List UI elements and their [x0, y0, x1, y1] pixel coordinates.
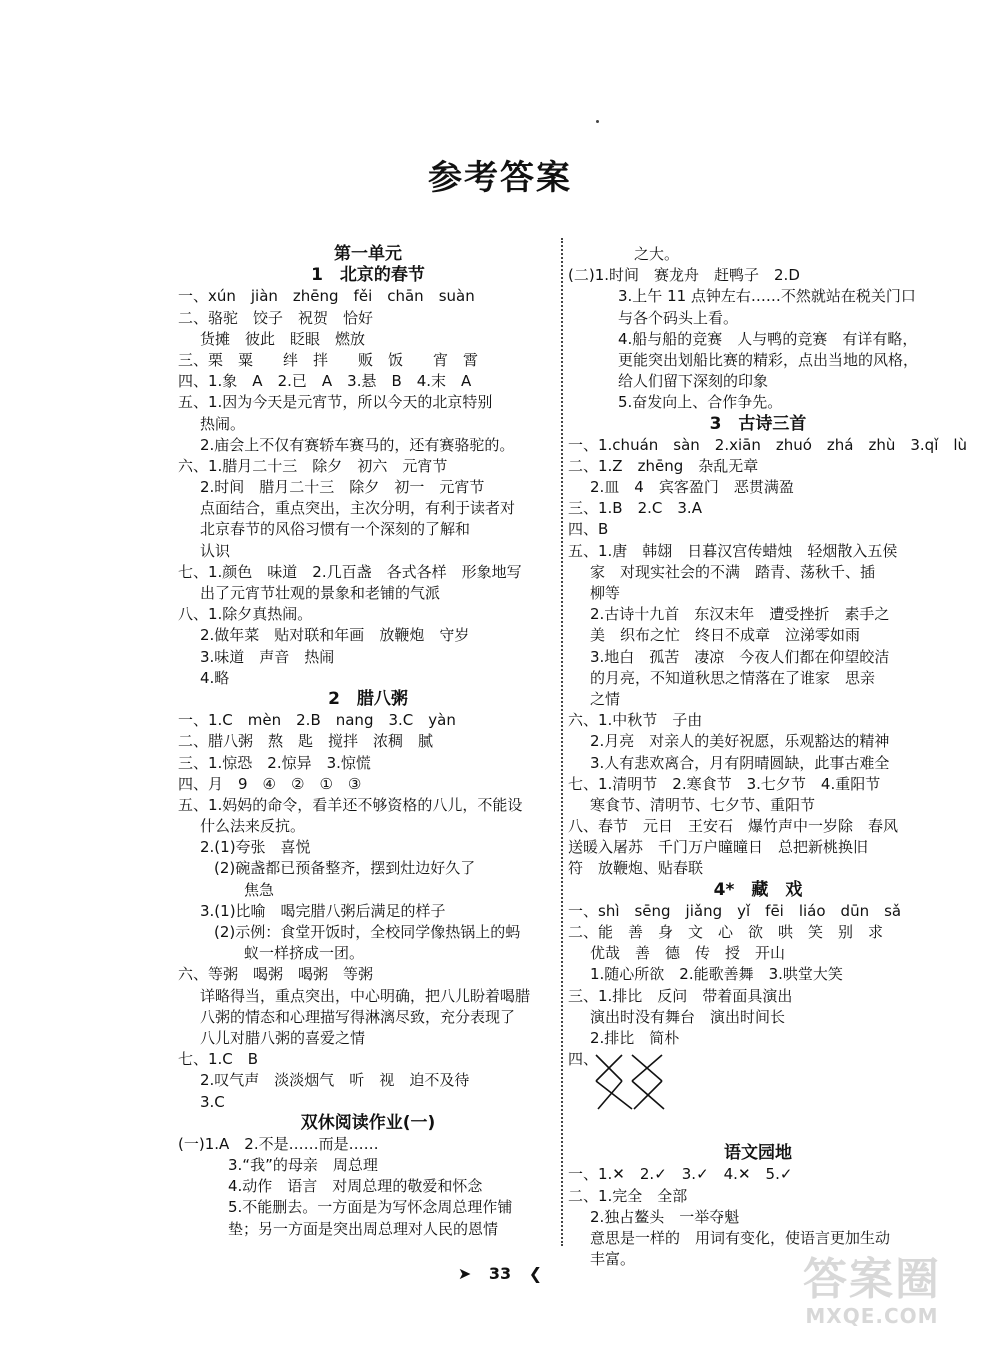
answer-line: 2.皿 4 宾客盈门 恶贯满盈 — [590, 478, 794, 497]
column-divider — [561, 238, 563, 1246]
stray-dot — [596, 120, 599, 123]
answer-line: 2.排比 简朴 — [590, 1028, 680, 1047]
answer-line: 寒食节、清明节、七夕节、重阳节 — [590, 795, 816, 814]
answer-line: 之情 — [590, 689, 621, 708]
answer-line: 货摊 彼此 眨眼 燃放 — [200, 329, 366, 348]
watermark-url: MXQE.COM — [805, 1304, 939, 1328]
matching-label: 四、 — [568, 1050, 599, 1069]
answer-line: 3.地白 孤苦 凄凉 今夜人们都在仰望皎洁 — [590, 647, 890, 666]
answer-line: 三、1.惊恐 2.惊异 3.惊慌 — [178, 753, 371, 772]
answer-line: 2.做年菜 贴对联和年画 放鞭炮 守岁 — [200, 626, 470, 645]
answer-line: 符 放鞭炮、贴春联 — [568, 859, 704, 878]
watermark-text: 答案圈 — [803, 1254, 941, 1305]
answer-line: 八、春节 元日 王安石 爆竹声中一岁除 春风 — [568, 817, 899, 836]
answer-line: 3.“我”的母亲 周总理 — [228, 1156, 378, 1175]
answer-line: 意思是一样的 用词有变化，使语言更加生动 — [590, 1228, 891, 1247]
answer-line: 家 对现实社会的不满 踏青、荡秋千、插 — [590, 562, 876, 581]
answer-line: 四、月 9 ④ ② ① ③ — [178, 774, 362, 793]
answer-line: 垫；另一方面是突出周总理对人民的恩情 — [228, 1219, 499, 1238]
answer-line: 七、1.清明节 2.寒食节 3.七夕节 4.重阳节 — [568, 774, 881, 793]
answer-line: 七、1.颜色 味道 2.几百盏 各式各样 形象地写 — [178, 562, 522, 581]
section-heading: 第一单元 — [334, 244, 402, 264]
section-heading: 2 腊八粥 — [328, 688, 408, 709]
answer-line: 之大。 — [634, 245, 680, 263]
answer-line: 热闹。 — [200, 414, 246, 433]
matching-lines — [592, 1051, 672, 1115]
answer-line: 3.上午 11 点钟左右……不然就站在税关门口 — [618, 287, 916, 306]
section-heading: 1 北京的春节 — [311, 265, 425, 286]
answer-line: 与各个码头上看。 — [618, 308, 739, 327]
answer-line: 2.月亮 对亲人的美好祝愿，乐观豁达的精神 — [590, 732, 890, 751]
answer-line: 详略得当，重点突出，中心明确，把八儿盼着喝腊 — [200, 986, 531, 1005]
answer-line: 2.古诗十九首 东汉末年 遭受挫折 素手之 — [590, 605, 890, 624]
answer-line: 5.不能删去。一方面是为写怀念周总理作铺 — [228, 1198, 513, 1217]
answer-line: 五、1.唐 韩翃 日暮汉宫传蜡烛 轻烟散入五侯 — [568, 541, 898, 560]
section-heading: 语文园地 — [724, 1143, 792, 1164]
answer-line: 出了元宵节壮观的景象和老铺的气派 — [200, 584, 441, 602]
answer-line: 二、骆驼 饺子 祝贺 恰好 — [178, 308, 374, 327]
answer-line: 2.独占鳌头 一举夺魁 — [590, 1207, 740, 1226]
answer-line: 一、1.chuán sàn 2.xiān zhuó zhá zhù 3.qǐ lù — [568, 435, 968, 454]
answer-line: 优哉 善 德 传 授 开山 — [590, 944, 786, 963]
answer-line: 送暖入屠苏 千门万户曈曈日 总把新桃换旧 — [568, 838, 869, 857]
answer-line: 六、1.腊月二十三 除夕 初六 元宵节 — [178, 456, 448, 475]
answer-line: (2)碗盏都已预备整齐，摆到灶边好久了 — [214, 859, 476, 878]
answer-line: 2.时间 腊月二十三 除夕 初一 元宵节 — [200, 478, 485, 497]
answer-line: 一、xún jiàn zhēng fěi chān suàn — [178, 287, 475, 306]
answer-line: 六、1.中秋节 子由 — [568, 711, 703, 730]
answer-line: 三、1.排比 反问 带着面具演出 — [568, 986, 793, 1005]
answer-line: 五、1.因为今天是元宵节，所以今天的北京特别 — [178, 393, 493, 412]
section-heading: 4* 藏 戏 — [713, 879, 803, 900]
answer-line: 3.C — [200, 1092, 225, 1111]
answer-line: 1.随心所欲 2.能歌善舞 3.哄堂大笑 — [590, 965, 843, 984]
answer-line: 四、1.象 A 2.已 A 3.悬 B 4.末 A — [178, 372, 472, 391]
answer-line: 3.(1)比喻 喝完腊八粥后满足的样子 — [200, 901, 446, 920]
answer-line: 演出时没有舞台 演出时间长 — [590, 1007, 786, 1026]
right-column — [568, 244, 968, 1270]
watermark — [772, 1256, 972, 1336]
answer-line: 认识 — [200, 541, 231, 560]
answer-line: 八儿对腊八粥的喜爱之情 — [200, 1028, 366, 1047]
answer-line: 柳等 — [590, 584, 621, 602]
answer-line: 七、1.C B — [178, 1050, 259, 1069]
answer-line: 蚁一样挤成一团。 — [244, 944, 365, 963]
left-column — [178, 244, 558, 1240]
answer-line: 三、栗 粟 绊 拌 贩 饭 宵 霄 — [178, 350, 479, 369]
answer-line: 二、能 善 身 文 心 欲 哄 笑 别 求 — [568, 923, 884, 941]
answer-line: 二、1.完全 全部 — [568, 1186, 688, 1205]
answer-line: 五、1.妈妈的命令，看羊还不够资格的八儿，不能设 — [178, 795, 523, 814]
answer-line: (二)1.时间 赛龙舟 赶鸭子 2.D — [568, 266, 800, 285]
page-title: 参考答案 — [428, 158, 572, 198]
answer-line: 二、腊八粥 熬 匙 搅拌 浓稠 腻 — [178, 732, 434, 751]
answer-line: 3.人有悲欢离合，月有阴晴圆缺，此事古难全 — [590, 753, 890, 772]
answer-line: 点面结合，重点突出，主次分明，有利于读者对 — [200, 499, 516, 518]
answer-line: 丰富。 — [590, 1250, 636, 1269]
answer-line: (一)1.A 2.不是……而是…… — [178, 1134, 379, 1153]
answer-line: 2.(1)夸张 喜悦 — [200, 838, 311, 857]
section-heading: 双休阅读作业(一) — [300, 1112, 436, 1133]
answer-line: 更能突出划船比赛的精彩，点出当地的风格， — [618, 350, 919, 369]
answer-line: 5.奋发向上、合作争先。 — [618, 393, 783, 412]
answer-line: 一、1.✕ 2.✓ 3.✓ 4.✕ 5.✓ — [568, 1165, 793, 1184]
answer-line: (2)示例：食堂开饭时，全校同学像热锅上的蚂 — [214, 923, 521, 941]
answer-line: 2.庙会上不仅有赛轿车赛马的，还有赛骆驼的。 — [200, 435, 515, 454]
answer-line: 一、shì sēng jiǎng yǐ fēi liáo dūn sǎ — [568, 901, 902, 920]
answer-line: 四、B — [568, 520, 609, 539]
answer-line: 4.动作 语言 对周总理的敬爱和怀念 — [228, 1177, 483, 1196]
answer-line: 的月亮，不知道秋思之情落在了谁家 思亲 — [590, 668, 876, 687]
answer-line: 三、1.B 2.C 3.A — [568, 499, 702, 518]
answer-line: 一、1.C mèn 2.B nang 3.C yàn — [178, 711, 456, 730]
answer-line: 焦急 — [244, 880, 275, 899]
answer-line: 给人们留下深刻的印象 — [618, 372, 769, 391]
answer-line: 八粥的情态和心理描写得淋漓尽致，充分表现了 — [200, 1007, 516, 1026]
matching-diagram — [568, 1049, 948, 1115]
answer-line: 3.味道 声音 热闹 — [200, 647, 335, 666]
right-arrow-icon: ➤ — [457, 1264, 472, 1283]
answer-line: 2.叹气声 淡淡烟气 听 视 迫不及待 — [200, 1071, 470, 1090]
answer-line: 八、1.除夕真热闹。 — [178, 605, 313, 624]
answer-line: 北京春节的风俗习惯有一个深刻的了解和 — [200, 520, 471, 539]
answer-line: 什么法来反抗。 — [200, 817, 306, 836]
page-number: 33 — [488, 1264, 512, 1283]
answer-line: 美 织布之忙 终日不成章 泣涕零如雨 — [590, 626, 861, 645]
answer-line: 4.略 — [200, 668, 230, 687]
answer-line: 二、1.Z zhēng 杂乱无章 — [568, 456, 759, 475]
answer-line: 六、等粥 喝粥 喝粥 等粥 — [178, 965, 374, 984]
answer-line: 4.船与船的竞赛 人与鸭的竞赛 有详有略， — [618, 329, 918, 348]
section-heading: 3 古诗三首 — [709, 413, 807, 434]
left-arrow-icon: ❮ — [528, 1264, 543, 1283]
